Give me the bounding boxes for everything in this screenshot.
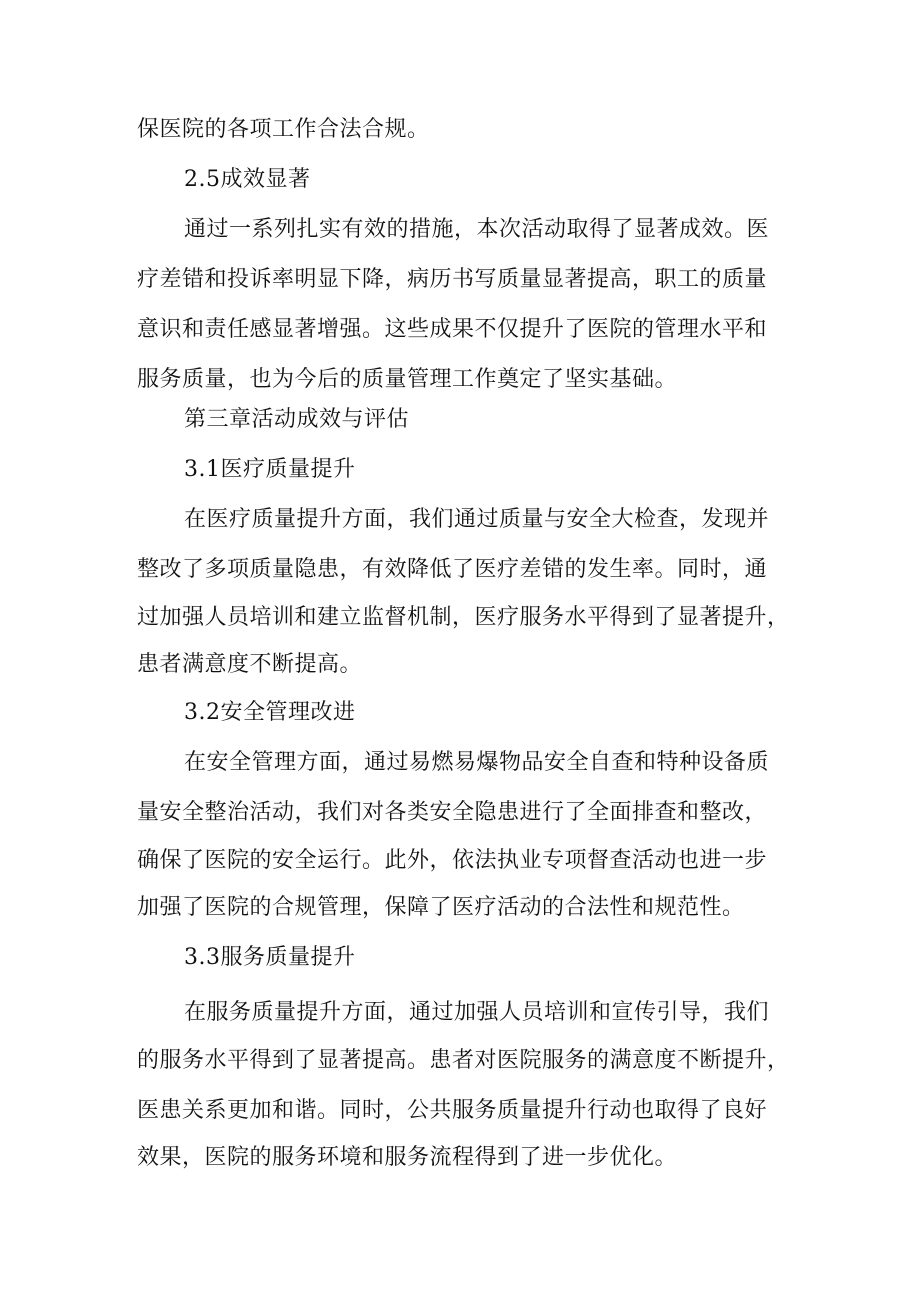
paragraph-line: 过加强人员培训和建立监督机制，医疗服务水平得到了显著提升，: [137, 605, 790, 630]
paragraph-line: 整改了多项质量隐患，有效降低了医疗差错的发生率。同时，通: [137, 557, 768, 582]
paragraph-line: 通过一系列扎实有效的措施，本次活动取得了显著成效。医: [184, 217, 770, 242]
paragraph-line: 服务质量，也为今后的质量管理工作奠定了坚实基础。: [137, 367, 678, 392]
paragraph-line: 在医疗质量提升方面，我们通过质量与安全大检查，发现并: [184, 507, 770, 532]
section-heading: 3.3服务质量提升: [184, 945, 356, 970]
paragraph-line: 疗差错和投诉率明显下降，病历书写质量显著提高，职工的质量: [137, 267, 768, 292]
paragraph-line: 患者满意度不断提高。: [137, 652, 363, 677]
paragraph-line: 意识和责任感显著增强。这些成果不仅提升了医院的管理水平和: [137, 317, 768, 342]
paragraph-line: 加强了医院的合规管理，保障了医疗活动的合法性和规范性。: [137, 895, 745, 920]
paragraph-line: 的服务水平得到了显著提高。患者对医院服务的满意度不断提升，: [137, 1048, 790, 1073]
paragraph-line: 医患关系更加和谐。同时，公共服务质量提升行动也取得了良好: [137, 1098, 768, 1123]
paragraph-line: 在服务质量提升方面，通过加强人员培训和宣传引导，我们: [184, 1000, 770, 1025]
section-heading: 3.1医疗质量提升: [184, 457, 356, 482]
section-heading: 2.5成效显著: [184, 167, 311, 192]
paragraph-line: 保医院的各项工作合法合规。: [137, 117, 430, 142]
paragraph-line: 确保了医院的安全运行。此外，依法执业专项督查活动也进一步: [137, 848, 768, 873]
paragraph-line: 量安全整治活动，我们对各类安全隐患进行了全面排查和整改，: [137, 800, 768, 825]
paragraph-line: 效果，医院的服务环境和服务流程得到了进一步优化。: [137, 1145, 678, 1170]
chapter-heading: 第三章活动成效与评估: [184, 407, 410, 432]
section-heading: 3.2安全管理改进: [184, 700, 356, 725]
paragraph-line: 在安全管理方面，通过易燃易爆物品安全自查和特种设备质: [184, 750, 770, 775]
